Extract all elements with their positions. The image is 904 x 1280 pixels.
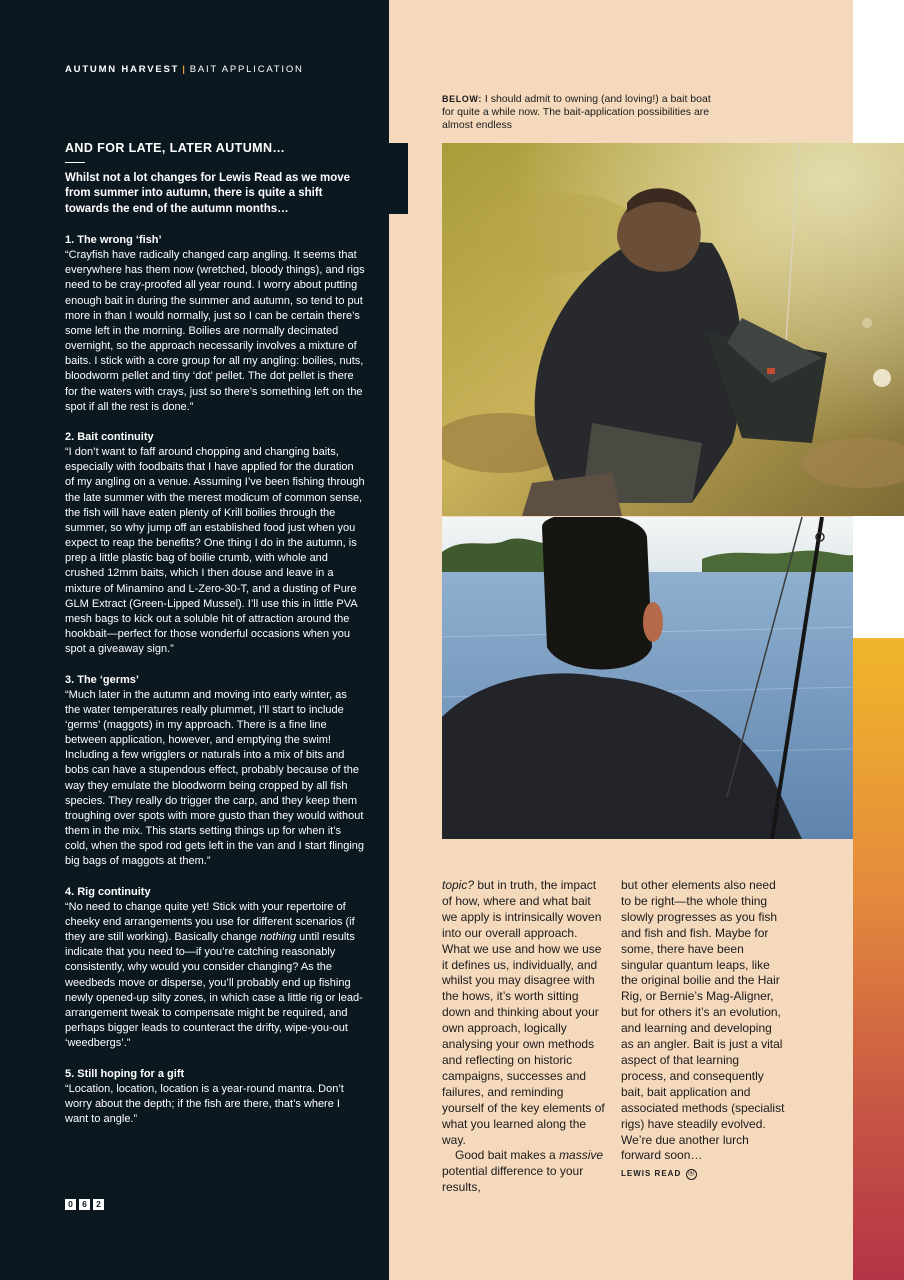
body-emphasis: topic?	[442, 878, 475, 892]
magazine-logo-icon: ⓐ	[686, 1169, 697, 1180]
tip-title: 4. Rig continuity	[65, 885, 151, 898]
tip-body: “I don’t want to faff around chopping and changing baits, especially with foodbaits that I have applied for the duration of my angling on a venue. Assuming I’ve been fishing through the late summer with the merest modicum of common sense, the fish will have eaten plenty of Krill boilies through the summer, so why jump off an established food just when you expect to reap the benefits? One thing I do in the autumn, is prep a little plastic bag of boilie crumb, with whole and crushed 12mm baits, which I then douse and leave in a mixture of Minamino and L-Zero-30-T, and a dusting of Pure GLM Extract (Green-Lipped Mussel). I’ll use this in little PVA mesh bags to kick out a soluble hit of attraction around the hookbait—perfect for those wonderful occasions when you spot a giveaway sign.”	[65, 446, 365, 656]
tip-1	[65, 233, 365, 415]
caption-text: I should admit to owning (and loving!) a bait boat for quite a while now. The bait-application possibilities are almost endless	[442, 93, 711, 131]
left-dark-panel	[0, 0, 389, 1280]
running-header	[65, 64, 304, 75]
caption-label: BELOW:	[442, 94, 482, 104]
tip-body	[65, 900, 365, 1052]
body-column-2	[621, 878, 786, 1182]
title-tab	[389, 143, 408, 214]
page-number-digit: 0	[65, 1199, 76, 1210]
tip-body-pre: “No need to change quite yet! Stick with your repertoire of cheeky end arrangements you use for different scenarios (if they are still working). Basically change	[65, 900, 355, 944]
page-number-digit: 6	[79, 1199, 90, 1210]
tip-title: 3. The ‘germs’	[65, 673, 139, 686]
body-paragraph	[442, 878, 607, 1148]
tip-body-post: until results indicate that you need to—if you’re catching reasonably consistently, why would you consider changing? As the weedbeds move or disperse, you’ll probably end up fishing newly opened-up silty zones, in which case a little rig or lead-arrangement tweak to compensate might be required, and perhaps bigger leads to counteract the drifty, wipe-you-out ‘weedbergs’.”	[65, 931, 363, 1050]
tip-body-emphasis: nothing	[260, 931, 297, 944]
tip-2	[65, 430, 365, 657]
tip-5	[65, 1067, 365, 1128]
body-column-1	[442, 878, 607, 1196]
body-text: potential difference to your results,	[442, 1164, 584, 1195]
author-byline	[621, 1166, 786, 1182]
header-subsection: BAIT APPLICATION	[189, 64, 304, 75]
gradient-strip	[853, 638, 904, 1280]
tip-title: 2. Bait continuity	[65, 431, 154, 444]
body-paragraph	[442, 1148, 607, 1196]
title-rule	[65, 162, 85, 163]
tip-body: “Crayfish have radically changed carp angling. It seems that everywhere has them now (wretched, bloody things), and rigs need to be cray-proofed all year round. I worry about putting enough bait in during the summer and autumn, so tend to put more in than I would normally, just so I can be certain there’s some left in the morning. Boilies are normally decimated overnight, so the approach necessarily involves a mixture of baits. I stick with a core group for all my angling: boilies, nuts, bloodworm pellet and tiny ‘dot’ pellet. The dot pellet is there for the waters with crays, just so there’s something left on the spot if all the rest is done.”	[65, 249, 365, 413]
tips-list	[65, 233, 365, 1142]
body-text: but in truth, the impact of how, where and what bait we apply is intrinsically woven into our overall approach. What we use and how we use it defines us, individually, and whilst you may disagree with the hows, it’s worth sitting down and thinking about your own approach, logically analysing your own methods and reflecting on historic campaigns, successes and failures, and reminding yourself of the key elements of what you learned along the way.	[442, 878, 605, 1147]
tip-title: 5. Still hoping for a gift	[65, 1067, 185, 1080]
page-number-digit: 2	[93, 1199, 104, 1210]
body-paragraph: but other elements also need to be right—the whole thing slowly progresses as you fish and fish and fish. Maybe for some, there have been singular quantum leaps, like the original boilie and the Hair Rig, or Bernie’s Mag-Aligner, but for others it’s an evolution, and learning and developing as an angler. Bait is just a vital aspect of that learning process, and consequently bait, bait application and associated methods (specialist rigs) have steadily evolved. We’re due another lurch forward soon…	[621, 878, 785, 1163]
tip-4	[65, 885, 365, 1052]
page-number	[65, 1199, 104, 1210]
photo-angler-lake	[442, 517, 853, 839]
photo-angler-bait-boat	[442, 143, 904, 516]
header-section: AUTUMN HARVEST	[65, 64, 180, 75]
tip-body: “Much later in the autumn and moving into early winter, as the water temperatures really plummet, I’ll start to include ‘germs’ (maggots) in my approach. There is a fine line between application, however, and emptying the swim! Including a few wrigglers or naturals into a mix of bits and bobs can have a stupendous effect, probably because of the way they emulate the bloodworm being cropped by all fish species. They really do trigger the carp, and they keep them troughing over spots with more gusto than they would without them in the mix. This starts setting things up for when it’s cold, when the spod rod gets left in the van and I start flinging big bags of maggots at them.”	[65, 688, 365, 868]
section-title: AND FOR LATE, LATER AUTUMN…	[65, 141, 286, 155]
tip-body: “Location, location, location is a year-round mantra. Don’t worry about the depth; if the fish are there, that’s where I want to angle.”	[65, 1082, 344, 1125]
tip-3	[65, 673, 365, 870]
lead-paragraph: Whilst not a lot changes for Lewis Read as we move from summer into autumn, there is quite a shift towards the end of the autumn months…	[65, 172, 351, 215]
photo-caption	[442, 93, 722, 131]
body-emphasis: massive	[559, 1148, 604, 1163]
tip-title: 1. The wrong ‘fish’	[65, 234, 162, 246]
body-text: Good bait makes a	[455, 1148, 560, 1163]
author-name: LEWIS READ	[621, 1169, 682, 1179]
header-separator: |	[182, 64, 187, 75]
